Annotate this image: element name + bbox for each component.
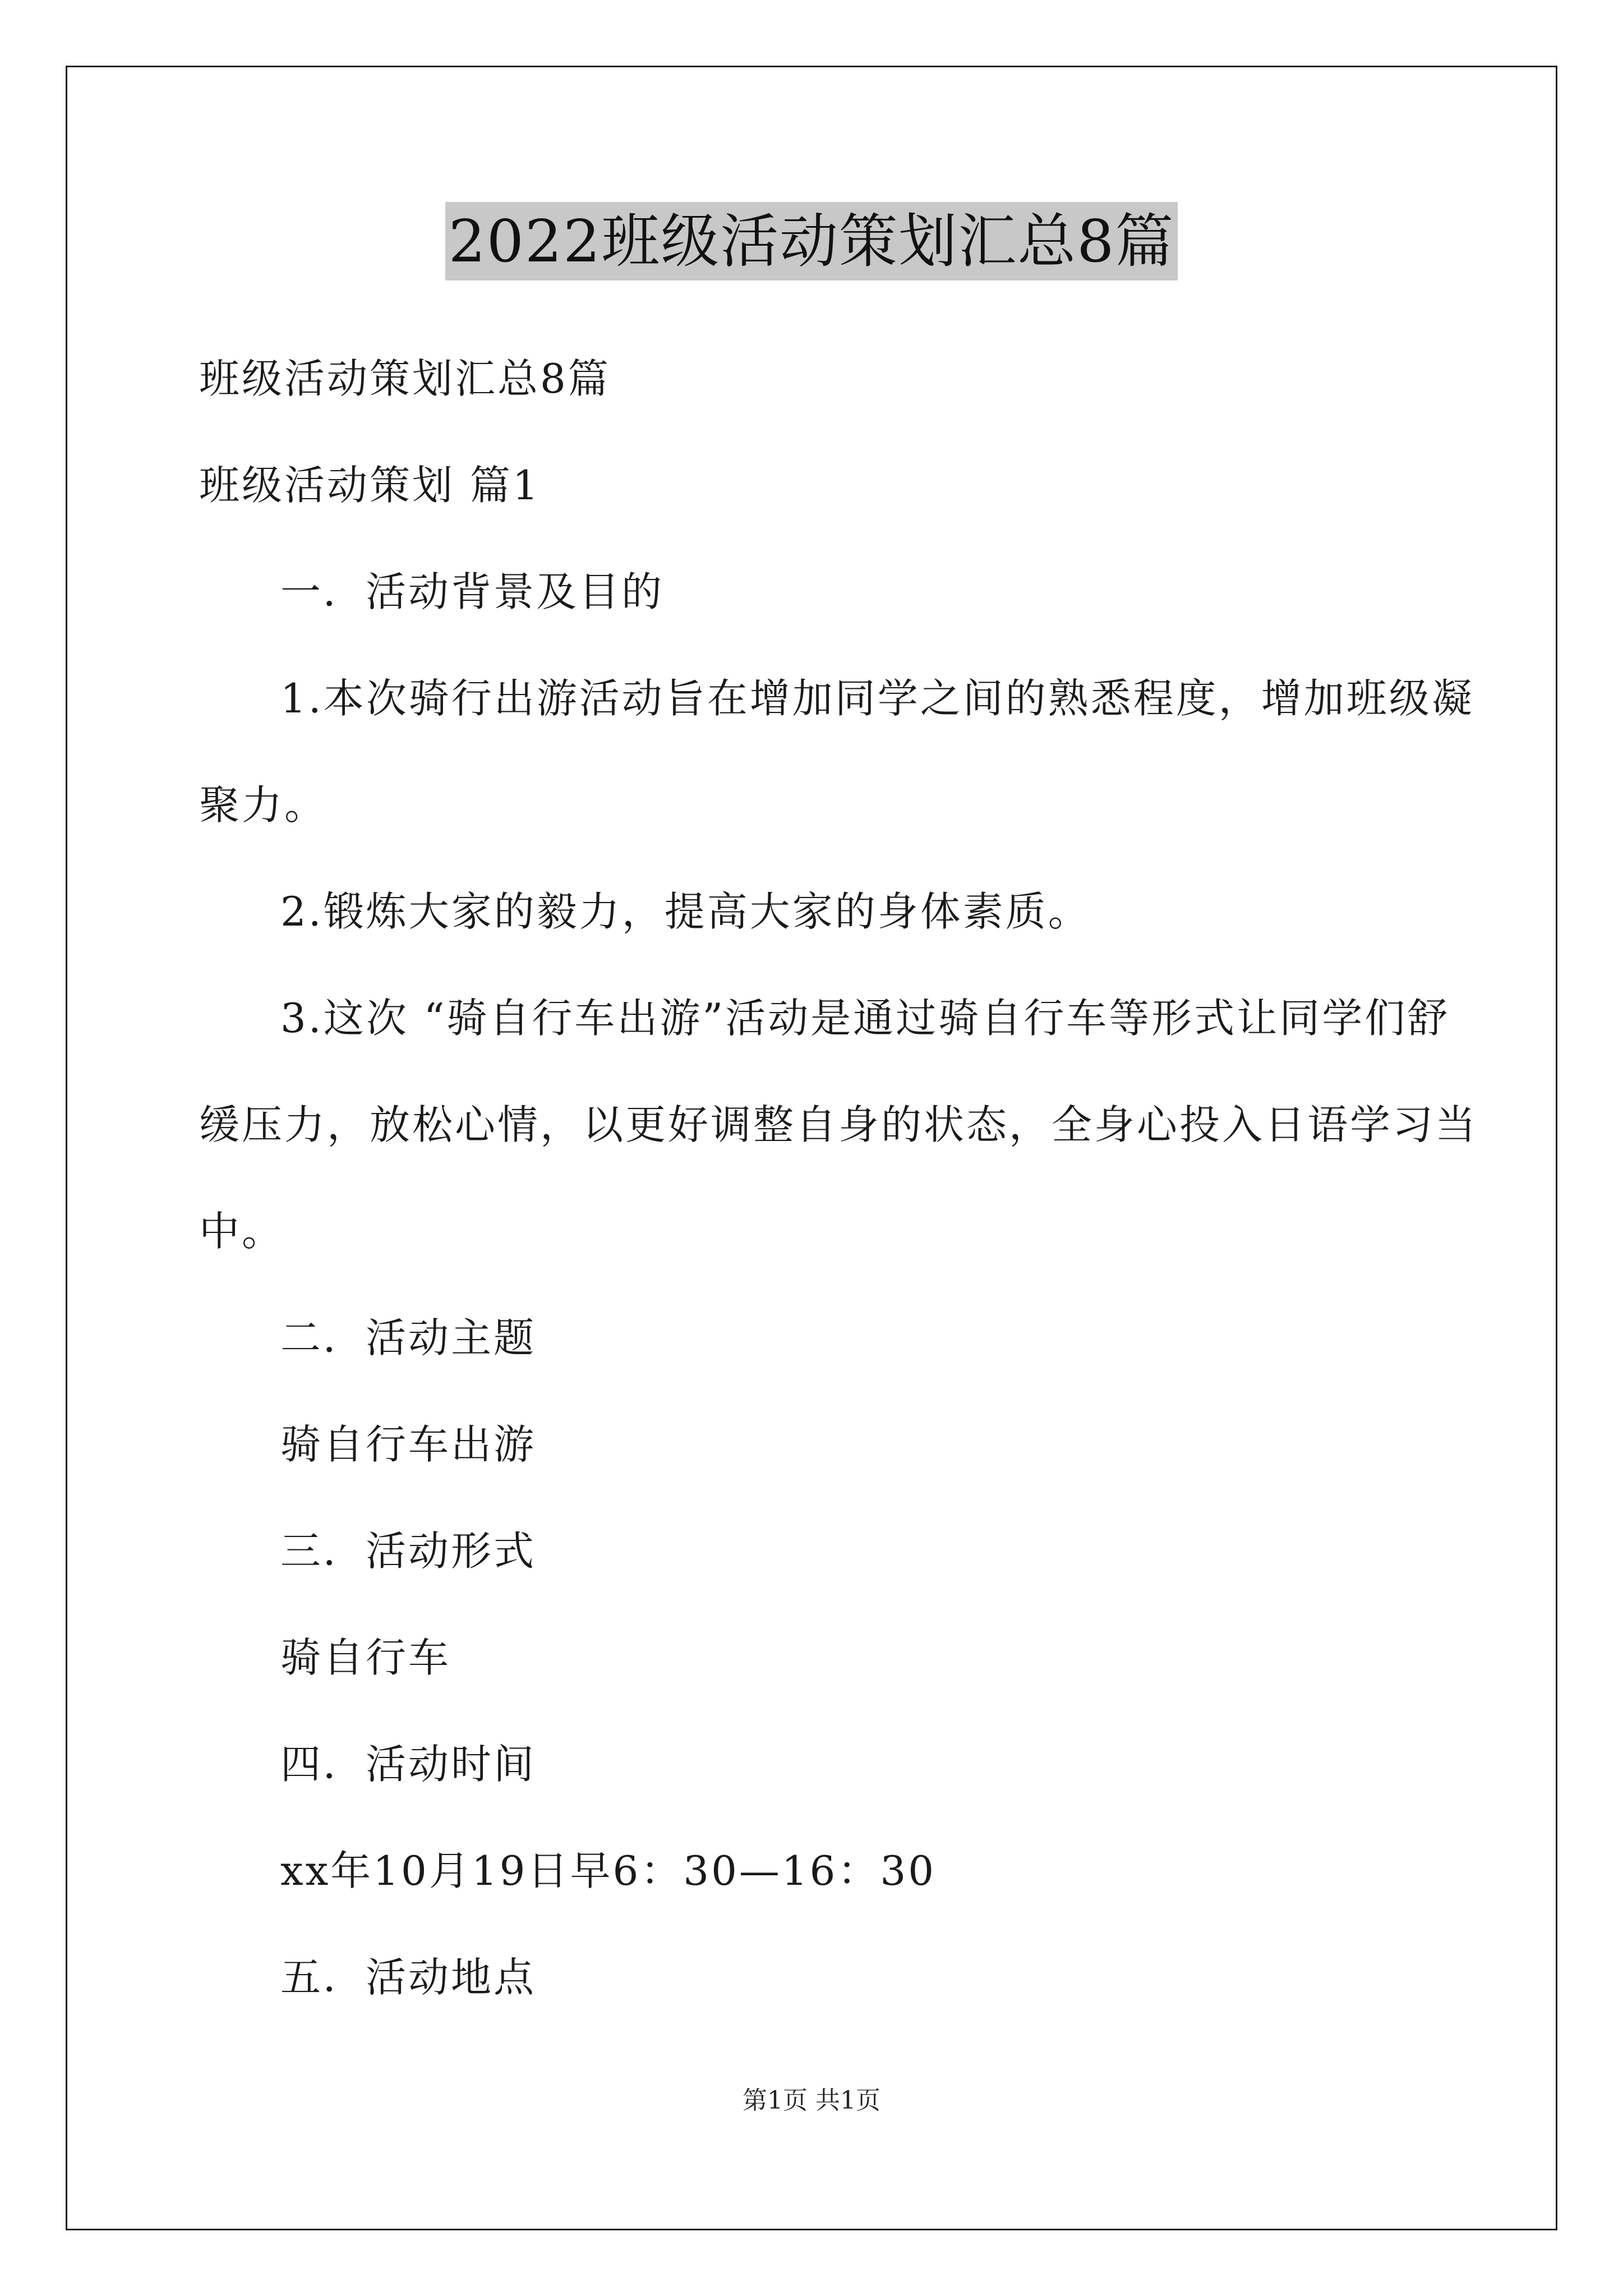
heading-line-3: 三．活动形式 bbox=[280, 1527, 537, 1575]
paragraph-line: 2.锻炼大家的毅力，提高大家的身体素质。 bbox=[280, 888, 1091, 935]
paragraph-line: 3.这次 “骑自行车出游”活动是通过骑自行车等形式让同学们舒 bbox=[280, 995, 1450, 1042]
paragraph-line: xx年10月19日早6：30—16：30 bbox=[280, 1847, 937, 1894]
paragraph-line: 骑自行车出游 bbox=[280, 1421, 537, 1468]
heading-line-2: 二．活动主题 bbox=[280, 1314, 537, 1361]
heading-line-1: 一．活动背景及目的 bbox=[280, 568, 665, 615]
document-title: 2022班级活动策划汇总8篇 bbox=[445, 202, 1178, 280]
page-footer: 第1页 共1页 bbox=[743, 2086, 880, 2115]
title-container bbox=[0, 202, 1623, 280]
heading-line-5: 五．活动地点 bbox=[280, 1954, 537, 2001]
paragraph-line: 骑自行车 bbox=[280, 1634, 451, 1681]
paragraph-line: 中。 bbox=[199, 1208, 285, 1255]
paragraph-line: 聚力。 bbox=[199, 781, 328, 829]
subtitle-line: 班级活动策划汇总8篇 bbox=[199, 355, 611, 402]
paragraph-line: 缓压力，放松心情，以更好调整自身的状态，全身心投入日语学习当 bbox=[199, 1101, 1478, 1148]
paragraph-line: 1.本次骑行出游活动旨在增加同学之间的熟悉程度，增加班级凝 bbox=[280, 675, 1474, 722]
heading-line-4: 四．活动时间 bbox=[280, 1741, 537, 1788]
section-heading-line: 班级活动策划 篇1 bbox=[199, 462, 541, 509]
